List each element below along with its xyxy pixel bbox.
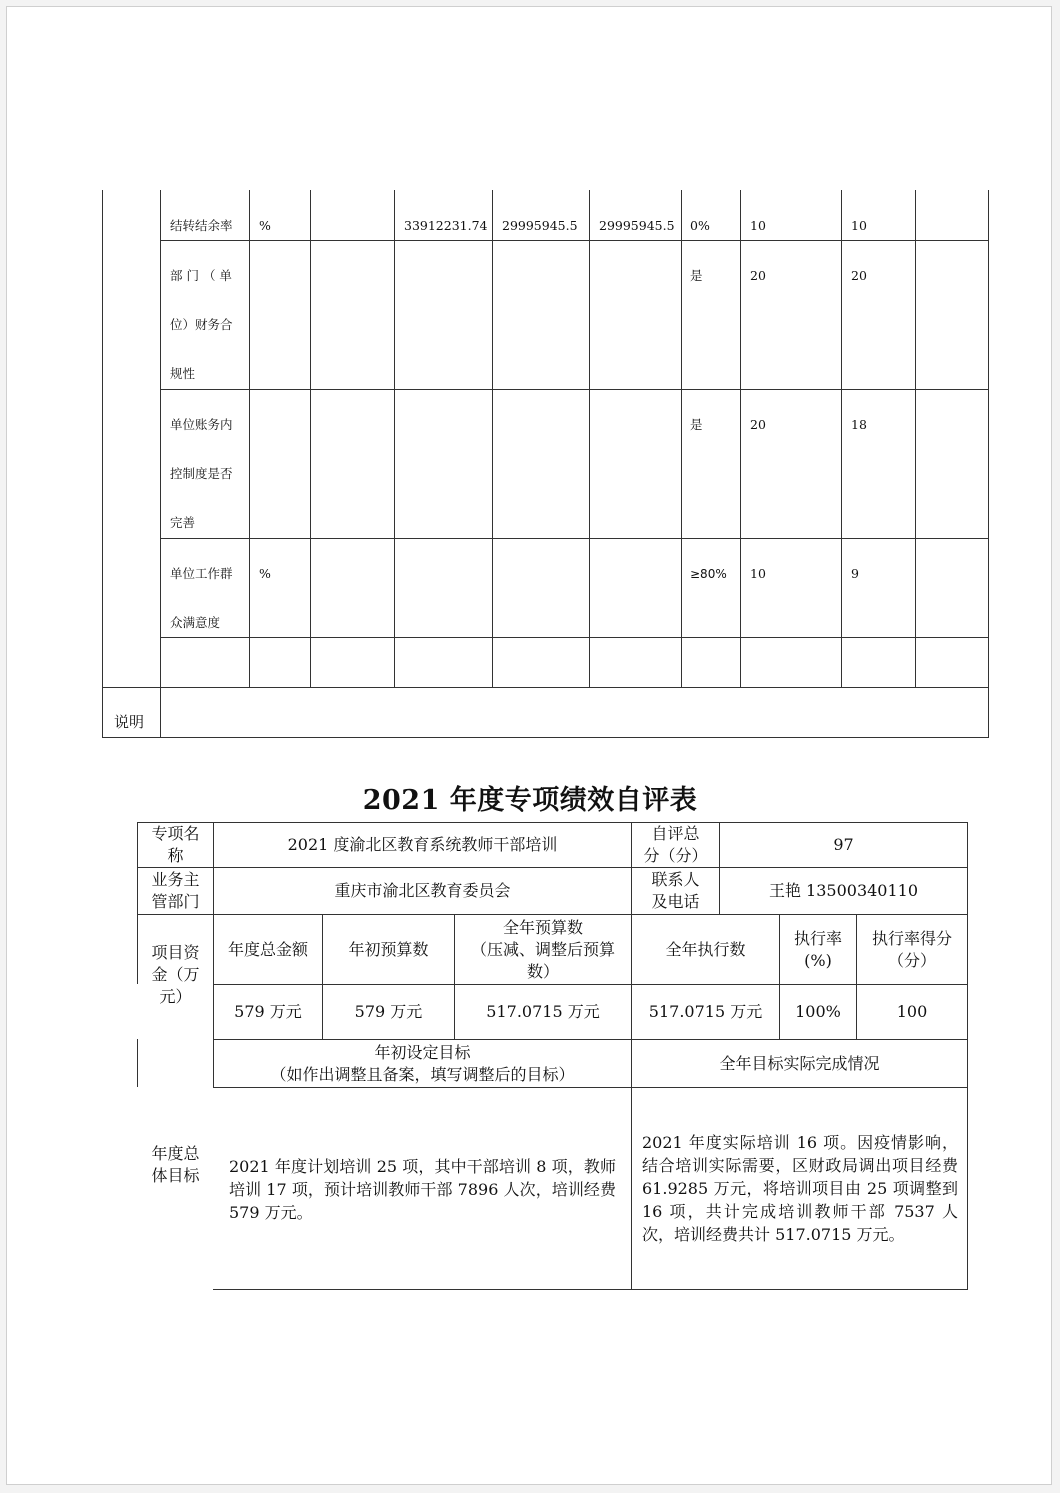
- target-cell: ≥80%: [690, 567, 727, 581]
- dept-value: 重庆市渝北区教育委员会: [334, 881, 511, 900]
- header-execution-rate: 执行率 (%): [793, 928, 842, 970]
- value-cell: 29995945.5: [599, 218, 675, 233]
- contact-label: 联系人 及电话: [651, 870, 700, 911]
- page-title: 2021 年度专项绩效自评表: [362, 785, 698, 816]
- contact-value: 王艳 13500340110: [768, 881, 919, 900]
- indicator-cell: 单位工作群 众满意度: [170, 566, 233, 630]
- weight-cell: 10: [750, 218, 766, 233]
- annual-goal-label: 年度总 体目标: [151, 1144, 200, 1185]
- header-rate-score: 执行率得分 （分）: [871, 928, 952, 970]
- self-score-value: 97: [833, 835, 854, 854]
- target-cell: 是: [690, 417, 703, 432]
- annual-goal-actual: 2021 年度实际培训 16 项。因疫情影响，结合培训实际需要，区财政局调出项目经费 61.9285 万元，将培训项目由 25 项调整到 16 项，共计完成培训教师干部 7537 人次，培训经费共计 517.0715 万元。: [642, 1133, 958, 1244]
- score-cell: 10: [851, 218, 867, 233]
- value-cell: 29995945.5: [502, 218, 578, 233]
- indicator-cell: 结转结余率: [170, 218, 233, 233]
- value-cell: 33912231.74: [404, 218, 488, 233]
- weight-cell: 10: [750, 566, 766, 581]
- unit-cell: %: [259, 566, 271, 581]
- score-cell: 18: [851, 417, 867, 432]
- note-label: 说明: [114, 713, 145, 731]
- value-executed: 517.0715 万元: [648, 1002, 763, 1021]
- weight-cell: 20: [750, 417, 766, 432]
- header-executed: 全年执行数: [665, 939, 746, 959]
- score-cell: 9: [851, 566, 859, 581]
- header-initial-budget: 年初预算数: [348, 939, 429, 959]
- fund-label: 项目资 金（万 元）: [151, 943, 200, 1006]
- header-full-year-budget: 全年预算数 （压减、调整后预算 数）: [470, 917, 615, 981]
- value-rate-score: 100: [896, 1002, 928, 1021]
- goal-header-actual: 全年目标实际完成情况: [719, 1053, 880, 1073]
- target-cell: 是: [690, 268, 703, 283]
- value-total-amount: 579 万元: [234, 1002, 302, 1021]
- value-initial-budget: 579 万元: [354, 1002, 423, 1021]
- goal-header-planned: 年初设定目标 （如作出调整且备案，填写调整后的目标）: [270, 1042, 575, 1084]
- value-execution-rate: 100%: [795, 1002, 841, 1021]
- header-total-amount: 年度总金额: [227, 939, 308, 959]
- dept-label: 业务主 管部门: [151, 870, 200, 911]
- target-cell: 0%: [690, 218, 710, 233]
- project-name-value: 2021 度渝北区教育系统教师干部培训: [287, 835, 558, 854]
- unit-cell: %: [259, 218, 271, 233]
- indicator-cell: 部 门 （ 单 位）财务合 规性: [170, 268, 233, 381]
- self-score-label: 自评总 分（分）: [643, 824, 708, 865]
- weight-cell: 20: [750, 268, 766, 283]
- score-cell: 20: [851, 268, 867, 283]
- value-full-year-budget: 517.0715 万元: [486, 1002, 600, 1021]
- project-name-label: 专项名 称: [151, 824, 200, 865]
- indicator-cell: 单位账务内 控制度是否 完善: [170, 417, 233, 530]
- annual-goal-planned: 2021 年度计划培训 25 项，其中干部培训 8 项，教师培训 17 项，预计培训教师干部 7896 人次，培训经费 579 万元。: [229, 1157, 616, 1222]
